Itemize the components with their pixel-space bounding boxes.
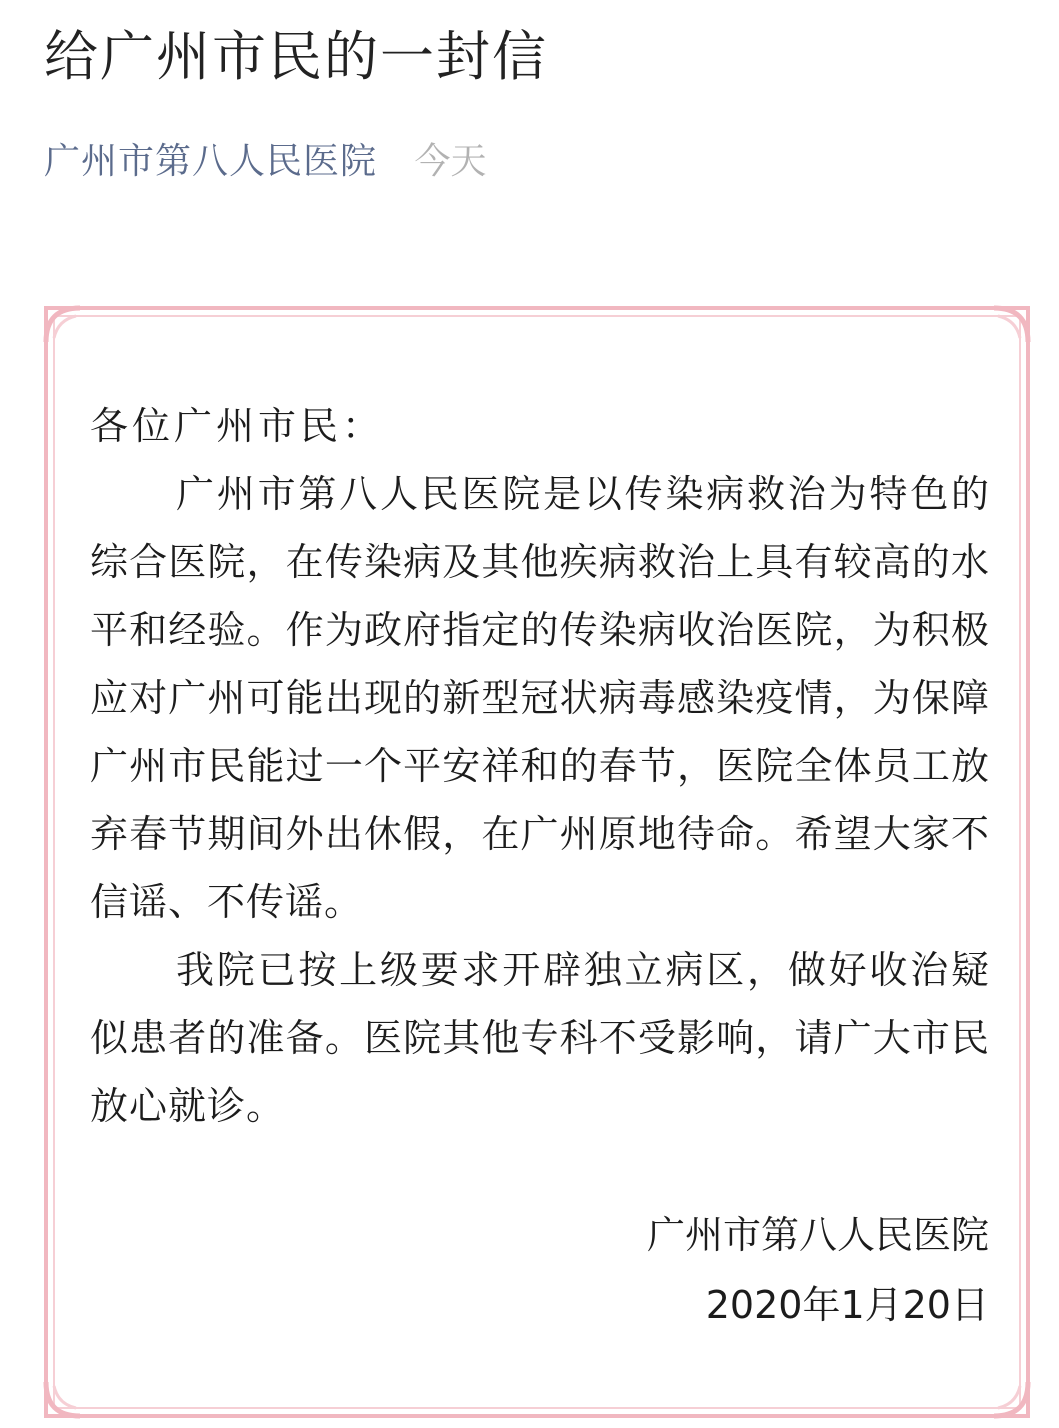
- publish-date: 今天: [414, 141, 487, 182]
- signature-date: 2020年1月20日: [705, 1283, 989, 1327]
- author-link[interactable]: 广州市第八人民医院: [44, 141, 378, 182]
- article-meta: [44, 138, 486, 186]
- letter-paragraph-2: 我院已按上级要求开辟独立病区，做好收治疑似患者的准备。医院其他专科不受影响，请广大市民放心就诊。: [90, 948, 990, 1128]
- letter-body: [90, 392, 990, 1140]
- letter-salutation: 各位广州市民：: [90, 404, 385, 448]
- letter-signature: [647, 1200, 989, 1340]
- signature-organization: 广州市第八人民医院: [646, 1213, 989, 1257]
- article-title: 给广州市民的一封信: [44, 25, 548, 88]
- letter-paragraph-1: 广州市第八人民医院是以传染病救治为特色的综合医院，在传染病及其他疾病救治上具有较高的水平和经验。作为政府指定的传染病收治医院，为积极应对广州可能出现的新型冠状病毒感染疫情，为保障广州市民能过一个平安祥和的春节，医院全体员工放弃春节期间外出休假，在广州原地待命。希望大家不信谣、不传谣。: [90, 472, 990, 924]
